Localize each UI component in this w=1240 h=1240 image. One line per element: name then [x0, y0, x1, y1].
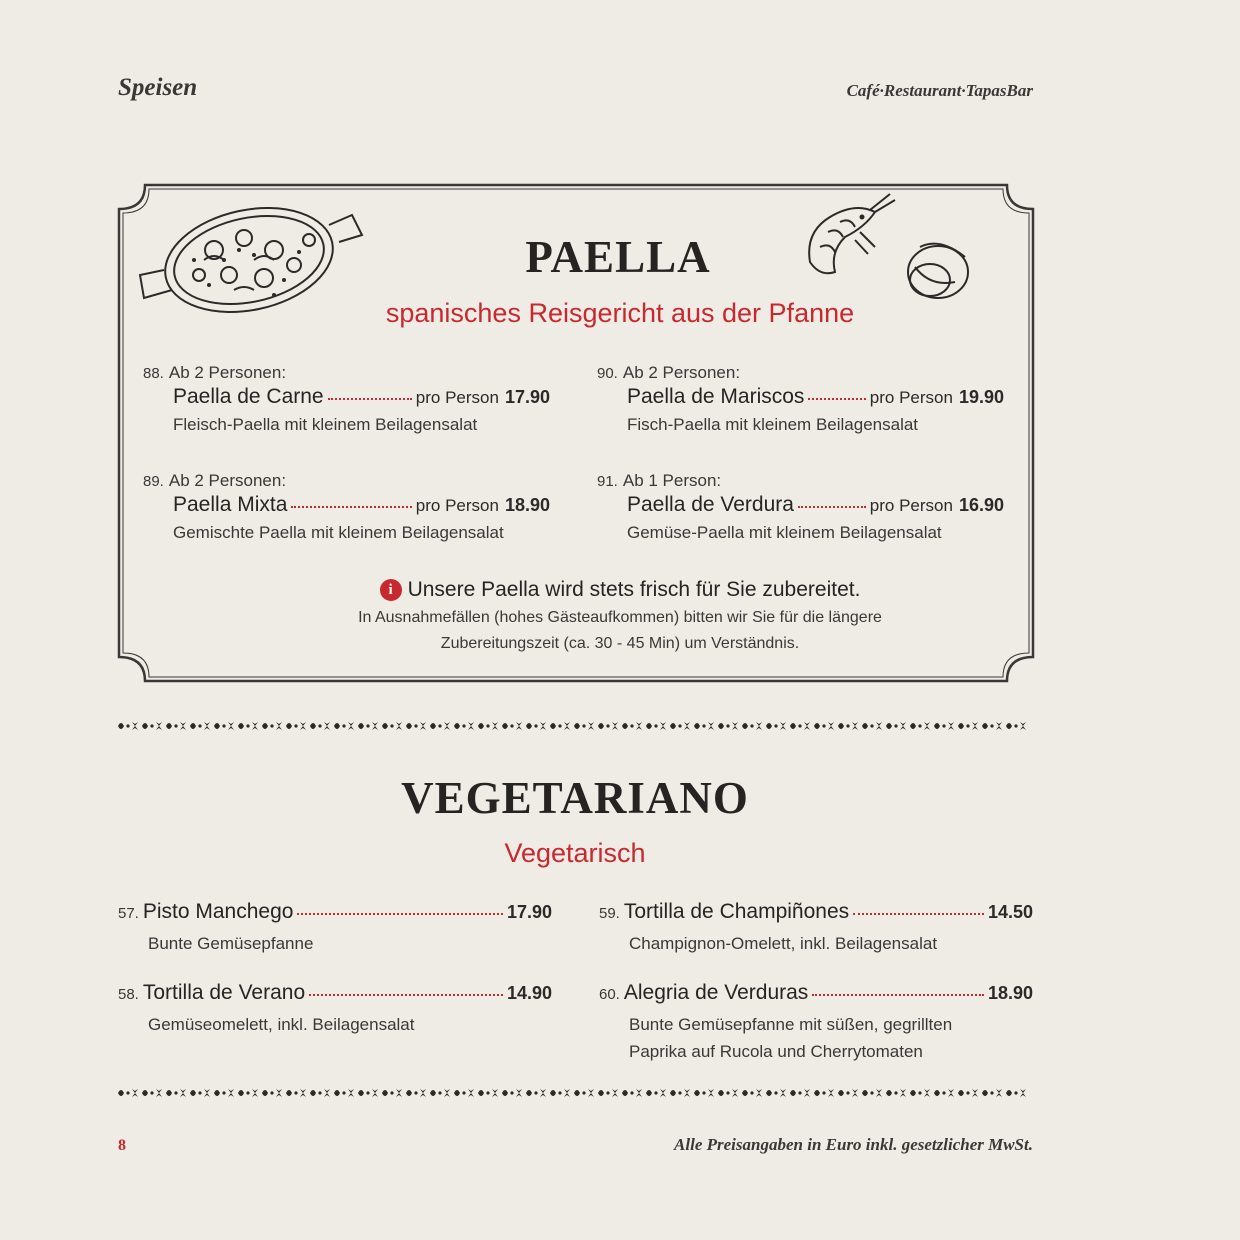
leader-dots	[812, 994, 984, 996]
vegetariano-subtitle	[0, 838, 1240, 869]
veg-item	[118, 981, 552, 1038]
item-number: 91.	[597, 473, 618, 490]
item-price: 14.90	[506, 983, 552, 1003]
leader-dots	[309, 994, 503, 996]
item-persons-text: Ab 2 Personen:	[168, 363, 287, 382]
item-name: Alegria de Verduras	[623, 981, 809, 1004]
item-price: 17.90	[506, 902, 552, 922]
paella-item	[597, 363, 1004, 435]
paella-title	[0, 231, 1240, 283]
item-persons-text: Ab 2 Personen:	[622, 363, 741, 382]
paella-note-line: Zubereitungszeit (ca. 30 - 45 Min) um Verständnis.	[440, 635, 800, 652]
item-price: 19.90	[958, 387, 1004, 407]
item-description	[629, 1011, 1033, 1065]
description-line: Paprika auf Rucola und Cherrytomaten	[629, 1042, 923, 1061]
item-number: 89.	[143, 473, 164, 490]
item-persons-text: Ab 1 Person:	[622, 471, 722, 490]
vegetariano-title-text: VEGETARIANO	[401, 773, 749, 823]
per-person-label: pro Person	[415, 388, 499, 407]
item-number: 90.	[597, 365, 618, 382]
paella-item	[143, 363, 550, 435]
paella-subtitle: spanisches Reisgericht aus der Pfanne	[385, 298, 855, 328]
item-persons	[143, 363, 550, 383]
ornament-divider	[118, 1086, 1034, 1100]
price-note: Alle Preisangaben in Euro inkl. gesetzlicher MwSt.	[674, 1135, 1033, 1154]
item-description: Gemüse-Paella mit kleinem Beilagensalat	[627, 523, 942, 542]
paella-item	[597, 471, 1004, 543]
item-persons	[143, 471, 550, 491]
item-name: Tortilla de Champiñones	[623, 900, 850, 923]
item-persons	[597, 363, 1004, 383]
paella-item	[143, 471, 550, 543]
leader-dots	[853, 913, 984, 915]
item-number: 58.	[118, 986, 139, 1003]
item-name: Pisto Manchego	[142, 900, 294, 923]
item-description: Champignon-Omelett, inkl. Beilagensalat	[629, 934, 938, 953]
leader-dots	[297, 913, 503, 915]
item-name: Paella de Verdura	[627, 493, 794, 516]
item-description: Gemischte Paella mit kleinem Beilagensalat	[173, 523, 504, 542]
per-person-label: pro Person	[869, 388, 953, 407]
item-name: Tortilla de Verano	[142, 981, 306, 1004]
leader-dots	[291, 506, 411, 508]
item-description: Gemüseomelett, inkl. Beilagensalat	[148, 1015, 415, 1034]
info-icon: i	[380, 579, 402, 601]
note-headline-text: Unsere Paella wird stets frisch für Sie zubereitet.	[407, 578, 861, 601]
section-header: Speisen	[118, 74, 198, 101]
item-price: 16.90	[958, 495, 1004, 515]
item-description: Fleisch-Paella mit kleinem Beilagensalat	[173, 415, 478, 434]
paella-note-headline	[0, 578, 1240, 603]
leader-dots	[798, 506, 866, 508]
item-name: Paella Mixta	[173, 493, 288, 516]
item-number: 60.	[599, 986, 620, 1003]
page-number: 8	[118, 1137, 126, 1154]
description-line: Bunte Gemüsepfanne mit süßen, gegrillten	[629, 1015, 953, 1034]
ornament-divider	[118, 719, 1034, 733]
veg-item	[599, 900, 1033, 957]
vegetariano-subtitle-text: Vegetarisch	[504, 838, 646, 868]
item-price: 17.90	[504, 387, 550, 407]
item-name: Paella de Mariscos	[627, 385, 805, 408]
leader-dots	[808, 398, 865, 400]
item-description: Bunte Gemüsepfanne	[148, 934, 314, 953]
item-description: Fisch-Paella mit kleinem Beilagensalat	[627, 415, 919, 434]
paella-title-text: PAELLA	[525, 232, 711, 282]
item-name: Paella de Carne	[173, 385, 324, 408]
item-number: 57.	[118, 905, 139, 922]
item-price: 18.90	[987, 983, 1033, 1003]
per-person-label: pro Person	[415, 496, 499, 515]
vegetariano-title	[0, 772, 1240, 824]
leader-dots	[328, 398, 412, 400]
restaurant-name: Café·Restaurant·TapasBar	[846, 81, 1033, 100]
item-price: 18.90	[504, 495, 550, 515]
item-number: 59.	[599, 905, 620, 922]
item-price: 14.50	[987, 902, 1033, 922]
item-persons	[597, 471, 1004, 491]
veg-item	[599, 981, 1033, 1065]
item-number: 88.	[143, 365, 164, 382]
per-person-label: pro Person	[869, 496, 953, 515]
item-persons-text: Ab 2 Personen:	[168, 471, 287, 490]
veg-item	[118, 900, 552, 957]
paella-note-line: In Ausnahmefällen (hohes Gästeaufkommen) bitten wir Sie für die längere	[358, 609, 882, 626]
